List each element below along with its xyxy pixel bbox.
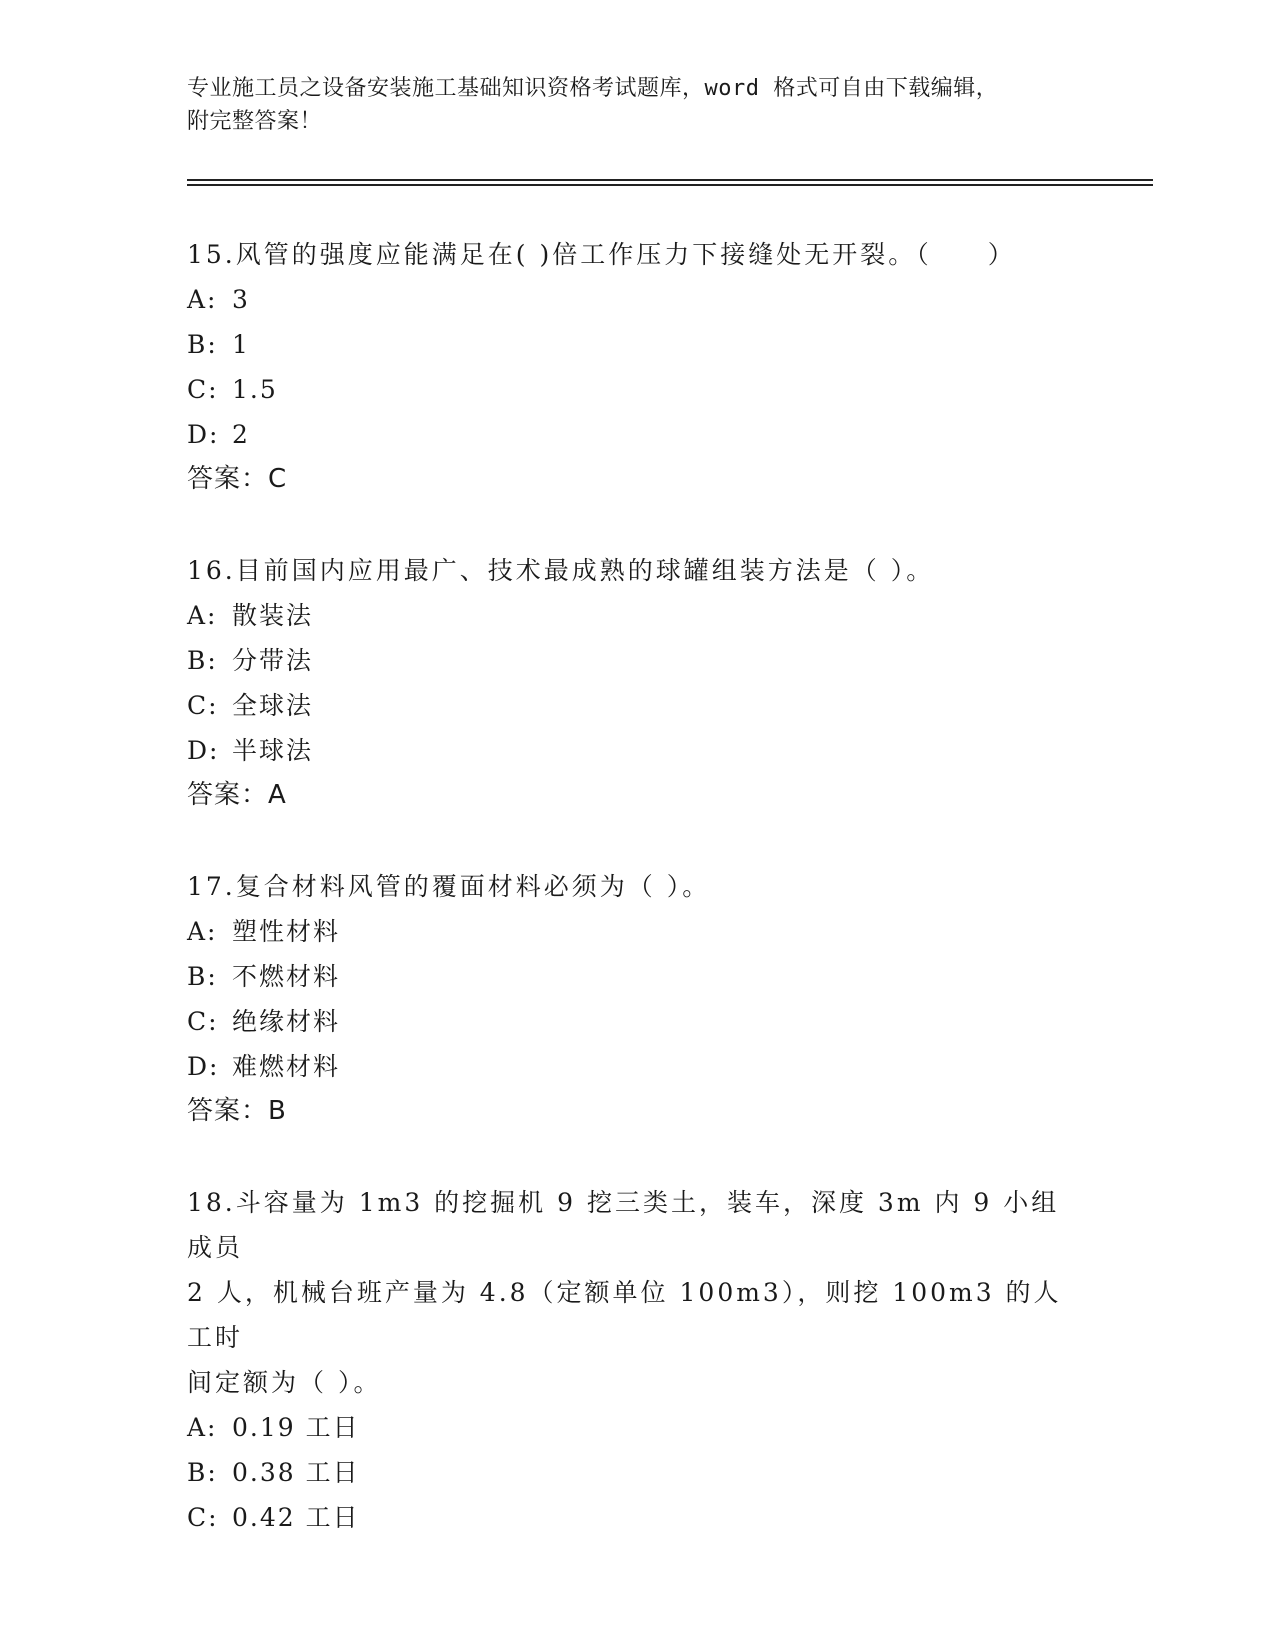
option-a: A: 散装法 (187, 601, 314, 630)
question-17 (187, 864, 1087, 1134)
answer: 答案：A (187, 780, 287, 810)
answer: 答案：B (187, 1096, 287, 1126)
option-c: C: 1.5 (187, 375, 278, 404)
question-16 (187, 548, 1087, 818)
question-18 (187, 1180, 1087, 1540)
option-b: B: 0.38 工日 (187, 1458, 360, 1487)
option-a: A: 塑性材料 (187, 917, 341, 946)
question-stem-line-3: 间定额为（ ）。 (187, 1368, 382, 1397)
question-15 (187, 232, 1087, 502)
option-d: D: 难燃材料 (187, 1052, 341, 1081)
question-stem-line-2: 2 人，机械台班产量为 4.8（定额单位 100m3），则挖 100m3 的人工时 (187, 1278, 1062, 1352)
header-line-1: 专业施工员之设备安装施工基础知识资格考试题库，word 格式可自由下载编辑， (187, 76, 999, 101)
question-list (187, 232, 1087, 1586)
question-stem-line-1: 18.斗容量为 1m3 的挖掘机 9 挖三类土，装车，深度 3m 内 9 小组成员 (187, 1188, 1060, 1262)
question-stem: 16.目前国内应用最广、技术最成熟的球罐组装方法是（ ）。 (187, 556, 935, 585)
option-b: B: 不燃材料 (187, 962, 341, 991)
option-c: C: 绝缘材料 (187, 1007, 341, 1036)
question-stem: 17.复合材料风管的覆面材料必须为（ ）。 (187, 872, 711, 901)
header-line-2: 附完整答案！ (187, 109, 323, 134)
option-a: A: 0.19 工日 (187, 1413, 360, 1442)
option-a: A: 3 (187, 285, 250, 314)
option-b: B: 1 (187, 330, 250, 359)
answer: 答案：C (187, 464, 288, 494)
header-rule-top (187, 179, 1153, 181)
option-c: C: 0.42 工日 (187, 1503, 360, 1532)
question-stem: 15.风管的强度应能满足在( )倍工作压力下接缝处无开裂。（ ） (187, 240, 1016, 269)
option-b: B: 分带法 (187, 646, 314, 675)
document-header (187, 72, 1067, 138)
option-c: C: 全球法 (187, 691, 314, 720)
option-d: D: 半球法 (187, 736, 314, 765)
header-rule-bottom (187, 184, 1153, 186)
option-d: D: 2 (187, 420, 250, 449)
